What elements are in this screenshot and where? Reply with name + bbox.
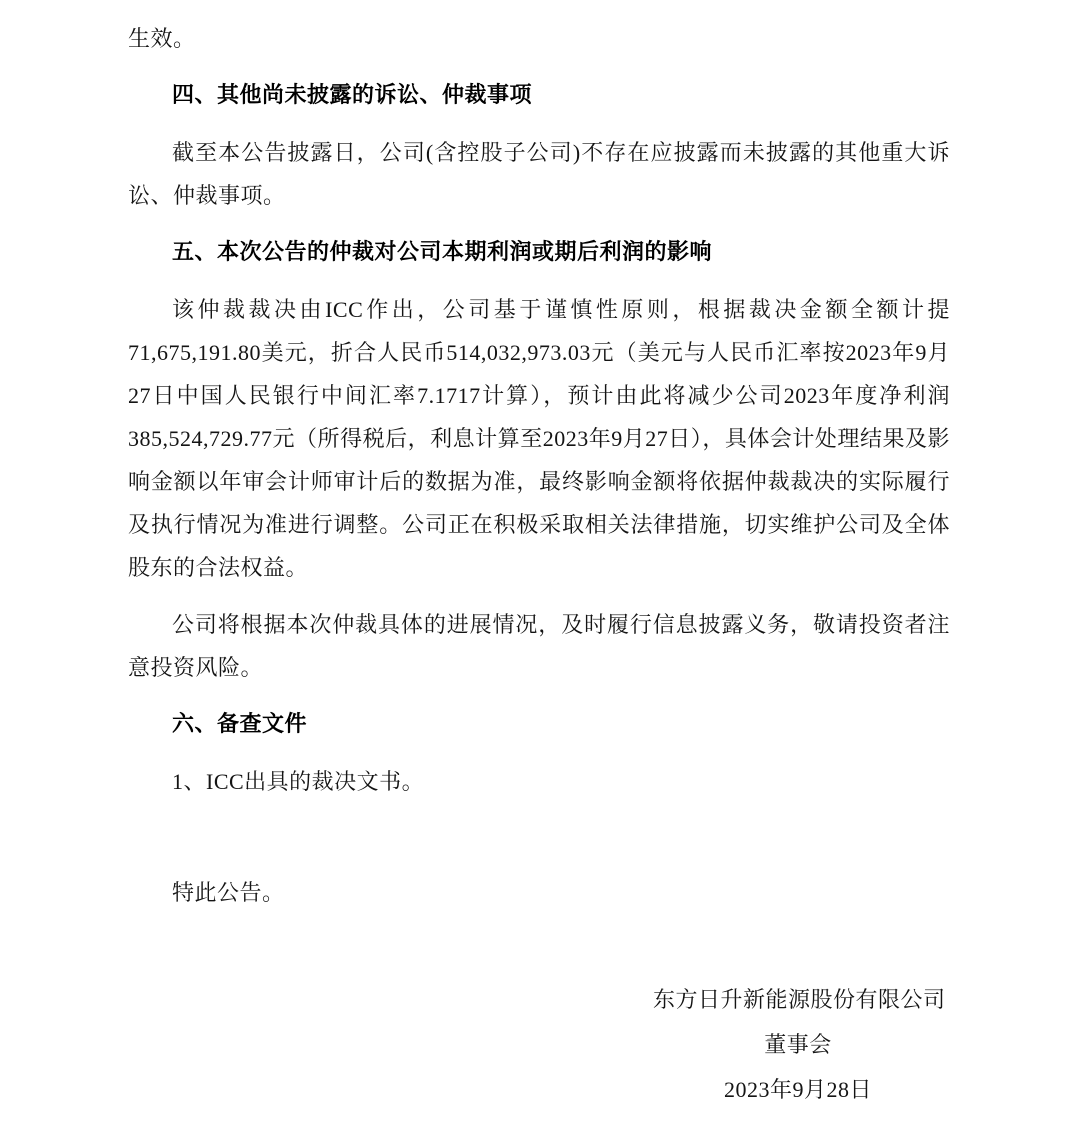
- signature-block: [653, 977, 946, 1112]
- heading-section-4-undisclosed-litigation: 四、其他尚未披露的诉讼、仲裁事项: [172, 83, 533, 108]
- signature-date: 2023年9月28日: [723, 1077, 872, 1102]
- paragraph-section-4-body: 截至本公告披露日，公司(含控股子公司)不存在应披露而未披露的其他重大诉讼、仲裁事项。: [128, 140, 950, 208]
- closing-statement: 特此公告。: [172, 880, 285, 905]
- paragraph-section-5-disclosure-obligation: 公司将根据本次仲裁具体的进展情况，及时履行信息披露义务，敬请投资者注意投资风险。: [128, 612, 950, 680]
- heading-section-5-profit-impact: 五、本次公告的仲裁对公司本期利润或期后利润的影响: [172, 240, 713, 265]
- signature-board-of-directors: 董事会: [764, 1032, 832, 1057]
- paragraph-effective-continuation: 生效。: [128, 26, 196, 51]
- paragraph-reference-document-item: 1、ICC出具的裁决文书。: [172, 769, 425, 794]
- heading-section-6-reference-documents: 六、备查文件: [172, 712, 308, 737]
- paragraph-section-5-arbitration-impact: 该仲裁裁决由ICC作出，公司基于谨慎性原则，根据裁决金额全额计提71,675,191.80美元，折合人民币514,032,973.03元（美元与人民币汇率按2023年9月27日中国人民银行中间汇率7.1717计算），预计由此将减少公司2023年度净利润385,524,729.77元（所得税后，利息计算至2023年9月27日），具体会计处理结果及影响金额以年审会计师审计后的数据为准，最终影响金额将依据仲裁裁决的实际履行及执行情况为准进行调整。公司正在积极采取相关法律措施，切实维护公司及全体股东的合法权益。: [128, 297, 950, 580]
- signature-company-name: 东方日升新能源股份有限公司: [653, 987, 946, 1012]
